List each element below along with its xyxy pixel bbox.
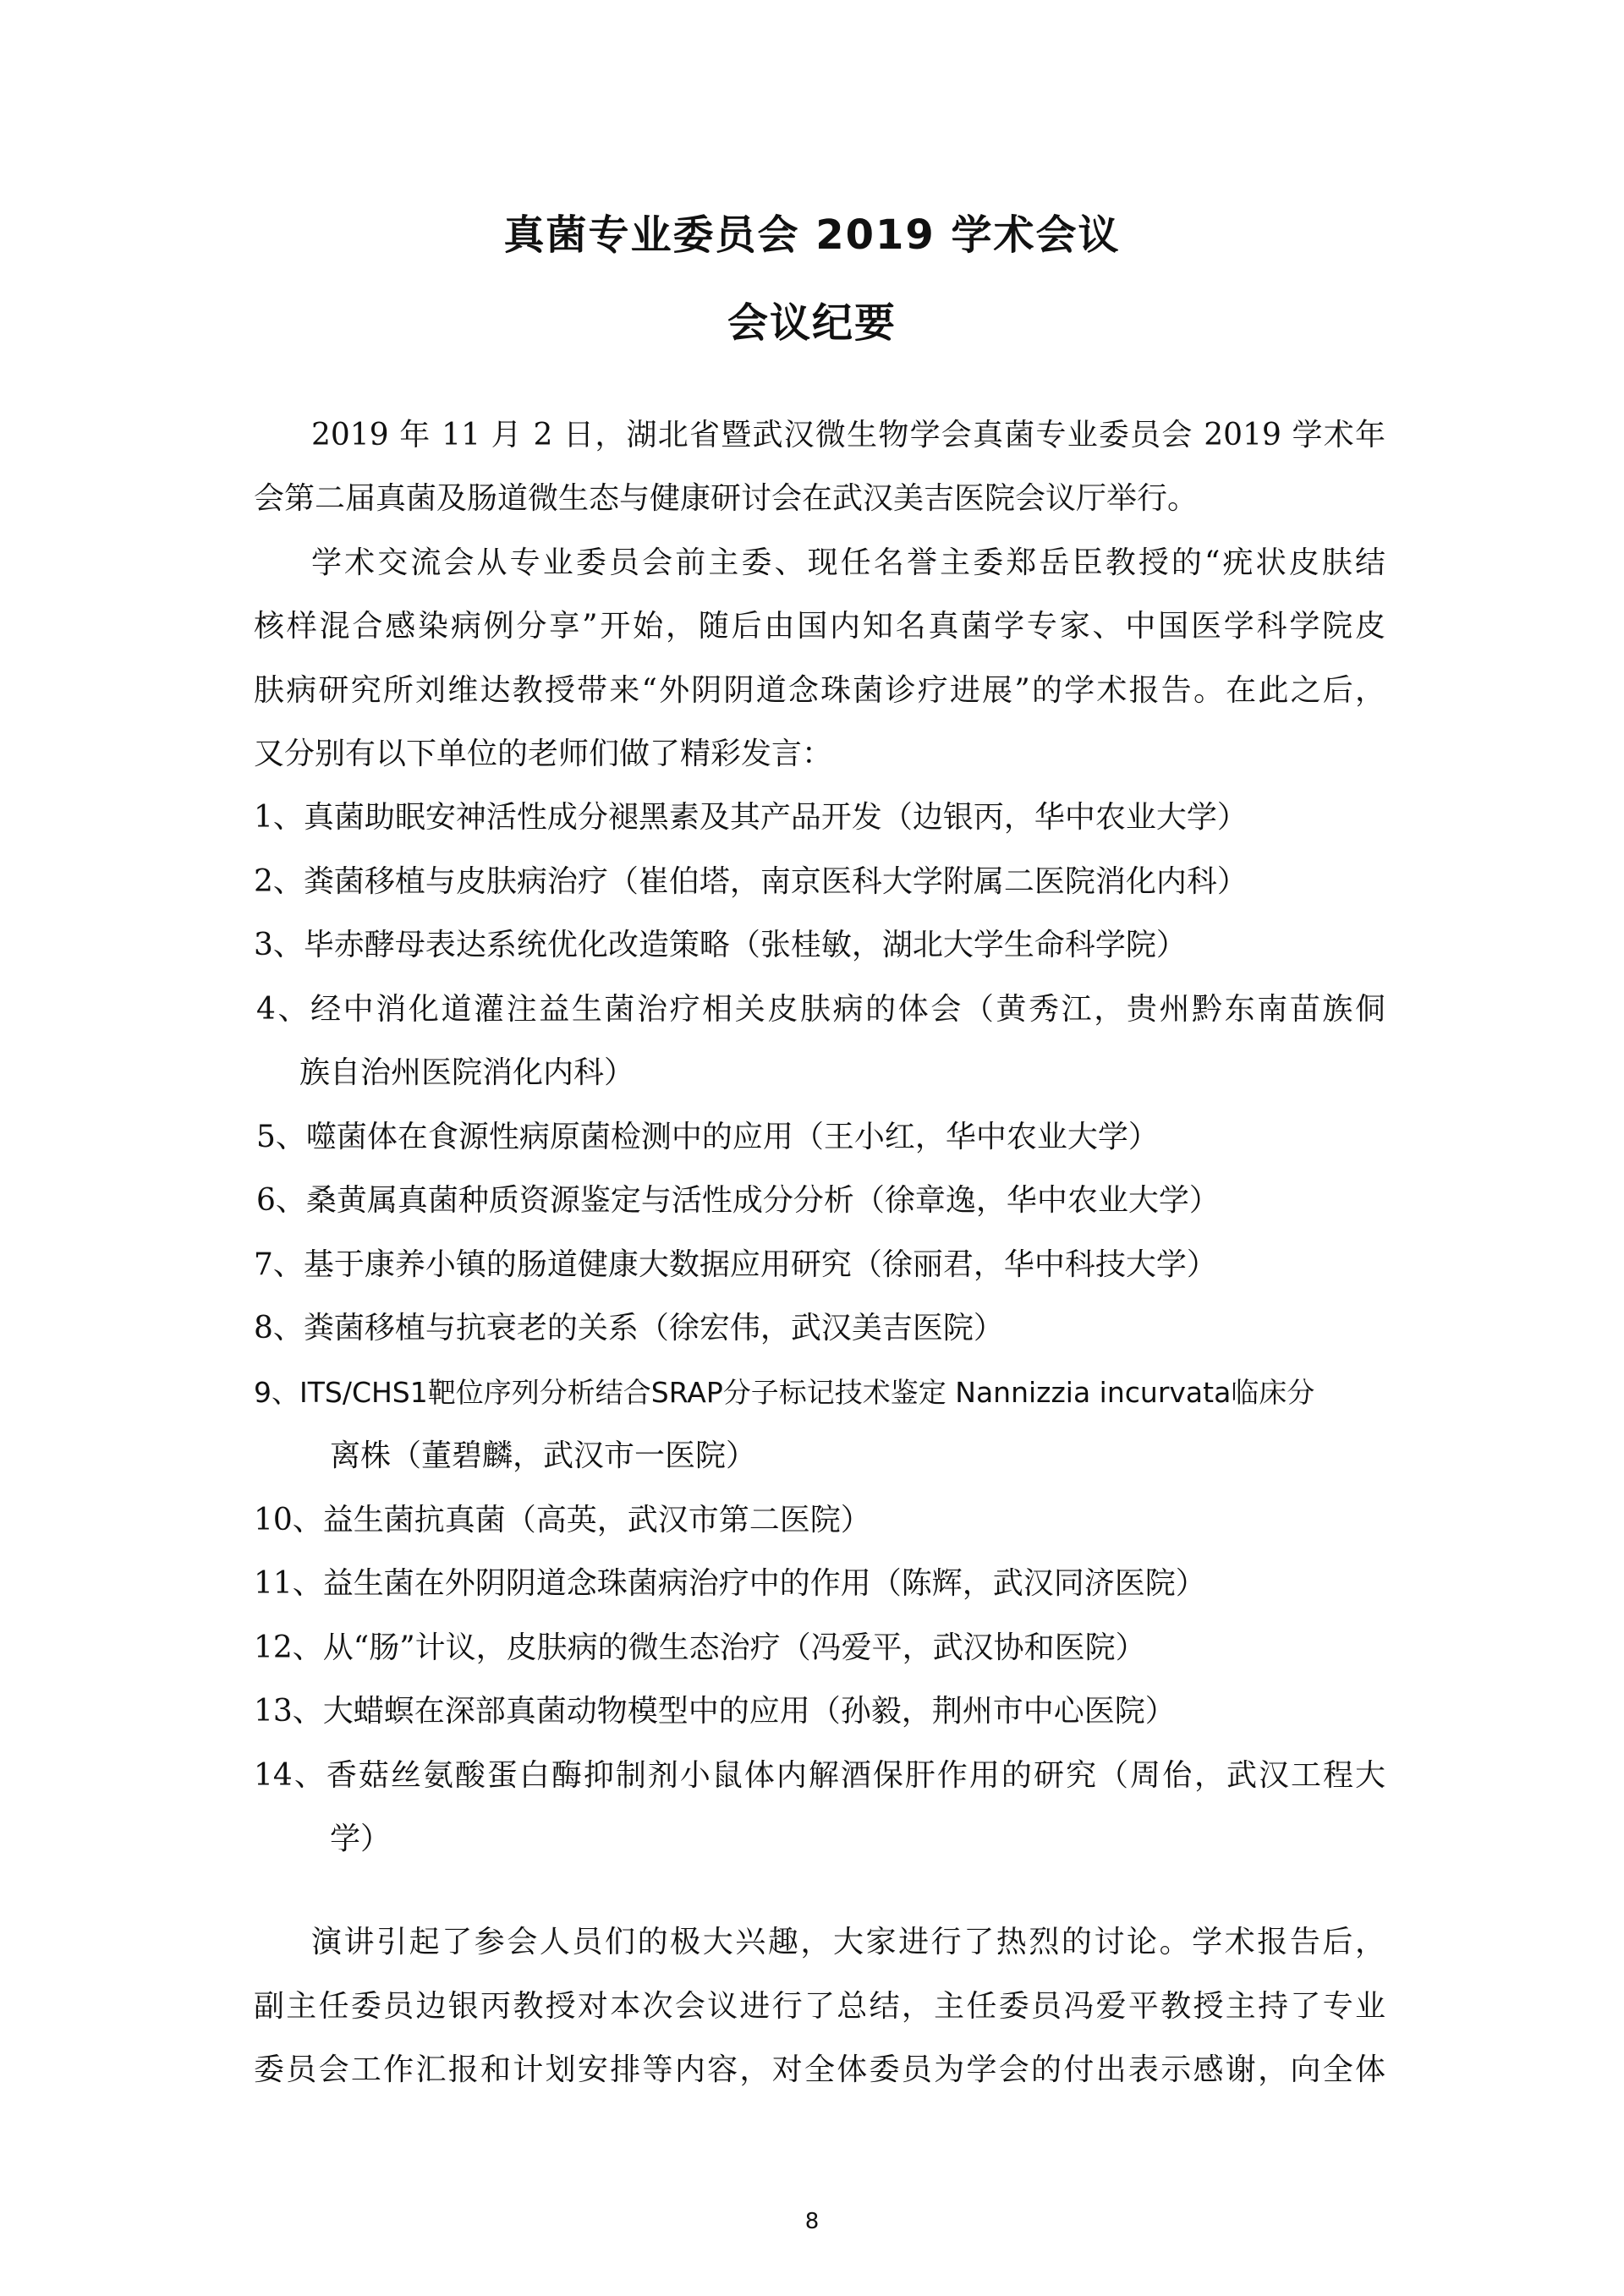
paragraph-3-line-3: 委员会工作汇报和计划安排等内容，对全体委员为学会的付出表示感谢，向全体 (254, 2052, 1385, 2087)
paragraph-2-line-4: 又分别有以下单位的老师们做了精彩发言： (254, 737, 833, 771)
list-item-11: 11、益生菌在外阴阴道念珠菌病治疗中的作用（陈辉，武汉同济医院） (254, 1566, 1206, 1601)
list-item-4-line-1: 4、经中消化道灌注益生菌治疗相关皮肤病的体会（黄秀江，贵州黔东南苗族侗 (256, 992, 1385, 1027)
list-item-7: 7、基于康养小镇的肠道健康大数据应用研究（徐丽君，华中科技大学） (254, 1247, 1217, 1282)
list-item-14-line-2: 学） (330, 1822, 392, 1856)
list-item-12: 12、从“肠”计议，皮肤病的微生态治疗（冯爱平，武汉协和医院） (254, 1630, 1146, 1665)
list-item-4-line-2: 族自治州医院消化内科） (299, 1055, 635, 1090)
document-title: 真菌专业委员会 2019 学术会议 (503, 211, 1121, 259)
document-subtitle: 会议纪要 (727, 299, 897, 347)
list-item-3: 3、毕赤酵母表达系统优化改造策略（张桂敏，湖北大学生命科学院） (254, 928, 1187, 962)
paragraph-1-line-1: 2019 年 11 月 2 日，湖北省暨武汉微生物学会真菌专业委员会 2019 学术年 (311, 418, 1385, 452)
paragraph-2-line-1: 学术交流会从专业委员会前主委、现任名誉主委郑岳臣教授的“疣状皮肤结 (311, 545, 1385, 580)
page-number: 8 (804, 2209, 820, 2234)
paragraph-1-line-2: 会第二届真菌及肠道微生态与健康研讨会在武汉美吉医院会议厅举行。 (254, 481, 1199, 516)
list-item-1: 1、真菌助眠安神活性成分褪黑素及其产品开发（边银丙，华中农业大学） (254, 800, 1248, 835)
list-item-2: 2、粪菌移植与皮肤病治疗（崔伯塔，南京医科大学附属二医院消化内科） (254, 864, 1248, 899)
list-item-6: 6、桑黄属真菌种质资源鉴定与活性成分分析（徐章逸，华中农业大学） (256, 1183, 1220, 1218)
list-item-9-line-1: 9、ITS/CHS1靶位序列分析结合SRAP分子标记技术鉴定 Nannizzia incurvata临床分 (254, 1376, 1315, 1409)
paragraph-3-line-1: 演讲引起了参会人员们的极大兴趣，大家进行了热烈的讨论。学术报告后， (311, 1925, 1385, 1959)
list-item-5: 5、噬菌体在食源性病原菌检测中的应用（王小红，华中农业大学） (256, 1120, 1159, 1154)
paragraph-2-line-2: 核样混合感染病例分享”开始，随后由国内知名真菌学专家、中国医学科学院皮 (254, 609, 1385, 644)
list-item-14-line-1: 14、香菇丝氨酸蛋白酶抑制剂小鼠体内解酒保肝作用的研究（周佁，武汉工程大 (254, 1758, 1385, 1793)
list-item-9-line-2: 离株（董碧麟，武汉市一医院） (330, 1438, 757, 1473)
list-item-8: 8、粪菌移植与抗衰老的关系（徐宏伟，武汉美吉医院） (254, 1311, 1004, 1345)
list-item-13: 13、大蜡螟在深部真菌动物模型中的应用（孙毅，荆州市中心医院） (254, 1694, 1176, 1729)
list-item-10: 10、益生菌抗真菌（高英，武汉市第二医院） (254, 1503, 871, 1537)
paragraph-3-line-2: 副主任委员边银丙教授对本次会议进行了总结，主任委员冯爱平教授主持了专业 (254, 1989, 1385, 2024)
paragraph-2-line-3: 肤病研究所刘维达教授带来“外阴阴道念珠菌诊疗进展”的学术报告。在此之后， (254, 673, 1385, 708)
